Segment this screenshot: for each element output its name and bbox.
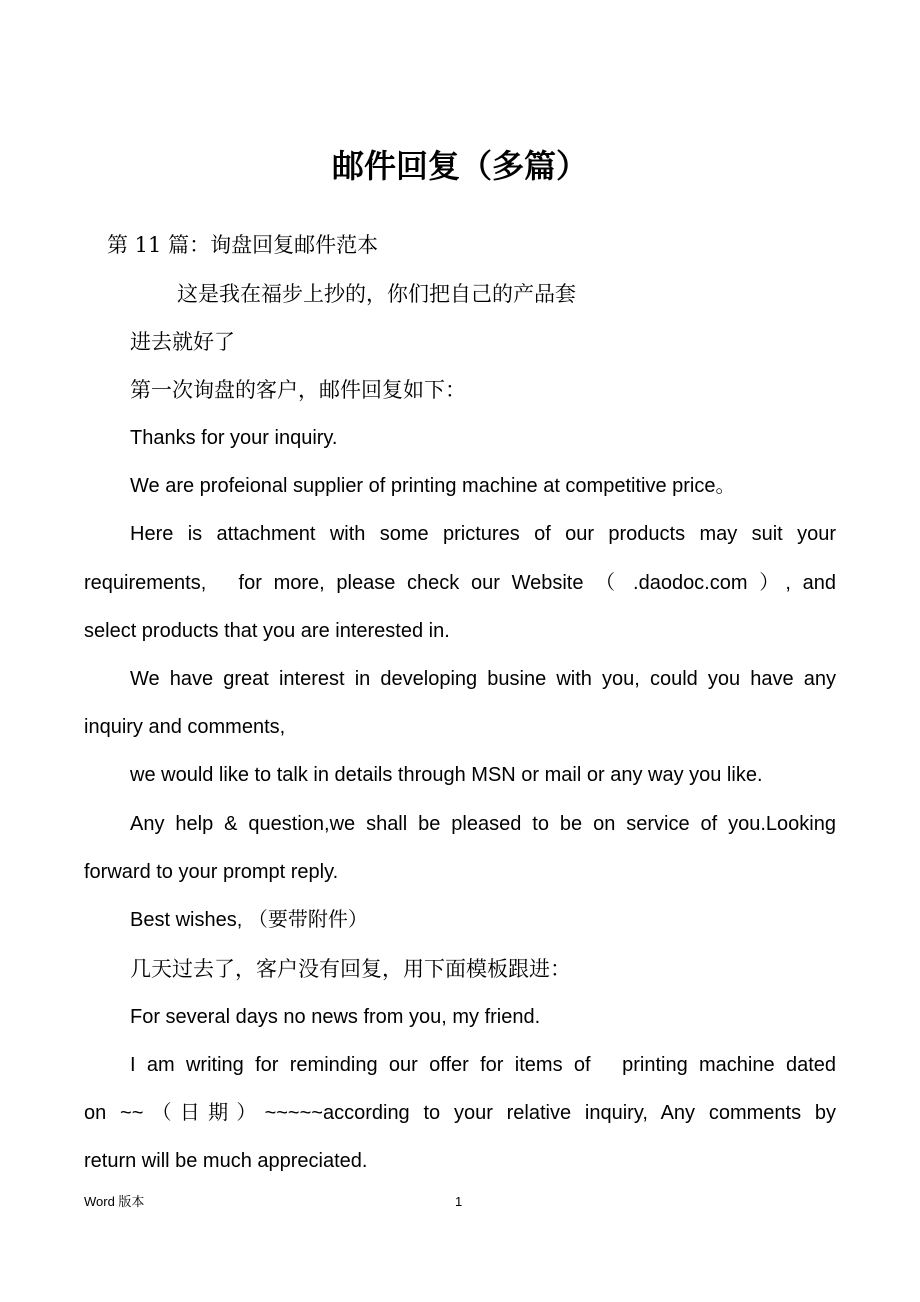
body-line: Best wishes, （要带附件） [130,909,368,931]
body-line: 几天过去了，客户没有回复，用下面模板跟进： [130,957,571,981]
body-line: We have great interest in developing busine with you, could you have any [130,668,836,690]
body-line: I am writing for reminding our offer for items of printing machine dated [130,1054,836,1076]
body-line: Thanks for your inquiry. [130,427,338,449]
body-line: requirements, for more, please check our Website （ .daodoc.com ）, and [84,572,836,594]
body-line: Any help & question,we shall be pleased to be on service of you.Looking [130,813,836,835]
body-line: on ~~（日期）~~~~~according to your relative inquiry, Any comments by [84,1102,836,1124]
body-line: 这是我在福步上抄的，你们把自己的产品套 [177,282,576,306]
body-line: forward to your prompt reply. [84,861,339,883]
body-line: return will be much appreciated. [84,1150,368,1172]
body-line: Here is attachment with some prictures of our products may suit your [130,523,836,545]
body-line: 进去就好了 [130,330,235,354]
body-line: select products that you are interested in. [84,620,450,642]
footer-label: Word 版本 [84,1194,145,1209]
body-line: We are profeional supplier of printing machine at competitive price。 [130,475,736,497]
body-line: For several days no news from you, my friend. [130,1006,541,1028]
body-line: 第一次询盘的客户，邮件回复如下： [130,378,466,402]
page-number: 1 [455,1194,463,1209]
document-title: 邮件回复（多篇） [331,147,588,185]
body-line: we would like to talk in details through MSN or mail or any way you like. [130,764,763,786]
section-heading: 第 11 篇：询盘回复邮件范本 [107,233,379,257]
body-line: inquiry and comments, [84,716,286,738]
